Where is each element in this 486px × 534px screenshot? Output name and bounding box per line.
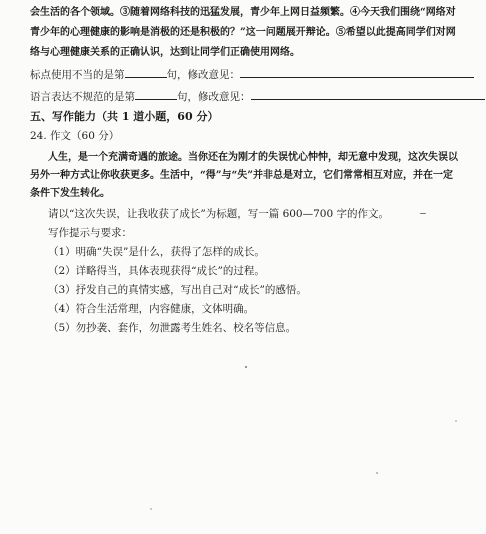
lang-sentence-blank[interactable] [135, 89, 177, 100]
scan-speck [150, 508, 152, 510]
question-language [30, 89, 485, 104]
scan-speck [455, 420, 457, 422]
passage-line-3: 条件下发生转化。 [30, 188, 110, 199]
intro-line-2: 青少年的心理健康的影响是消极的还是积极的？”这一问题展开辩论。⑤希望以此提高同学们对网 [30, 27, 456, 38]
tip-item: （5）勿抄袭、套作，勿泄露考生姓名、校名等信息。 [48, 322, 297, 334]
lang-advice-blank[interactable] [251, 89, 485, 100]
punct-sentence-blank[interactable] [125, 67, 167, 78]
essay-prompt: 请以“这次失误，让我收获了成长”为标题，写一篇 600—700 字的作文。 [48, 208, 389, 220]
lang-prefix: 语言表达不规范的是第 [30, 91, 135, 103]
punct-mid: 句，修改意见： [166, 69, 240, 81]
question-24-title: 24. 作文（60 分） [30, 130, 120, 142]
tips-title: 写作提示与要求： [48, 227, 132, 239]
tip-item: （4）符合生活常理，内容健康，文体明确。 [48, 303, 255, 315]
intro-line-1: 会生活的各个领域。③随着网络科技的迅猛发展，青少年上网日益频繁。④今天我们围绕“网络对 [30, 7, 456, 18]
passage-line-2: 另外一种方式让你收获更多。生活中，“得”与“失”并非总是对立，它们常常相互对应，并在一定 [30, 170, 454, 181]
tip-item: （1）明确“失误”是什么，获得了怎样的成长。 [48, 246, 265, 258]
section-heading: 五、写作能力（共 1 道小题，60 分） [30, 110, 219, 123]
tip-item: （3）抒发自己的真情实感，写出自己对“成长”的感悟。 [48, 284, 307, 296]
tip-item: （2）详略得当，具体表现获得“成长”的过程。 [48, 265, 265, 277]
passage-line-1: 人生，是一个充满奇遇的旅途。当你还在为刚才的失误忧心忡忡，却无意中发现，这次失误以 [48, 152, 458, 163]
scan-speck [376, 472, 378, 474]
punct-prefix: 标点使用不当的是第 [30, 69, 125, 81]
intro-line-3: 络与心理健康关系的正确认识，达到让同学们正确使用网络。 [30, 47, 300, 58]
scan-speck [420, 213, 426, 214]
lang-mid: 句，修改意见： [177, 91, 251, 103]
scan-speck [245, 366, 247, 368]
punct-advice-blank[interactable] [240, 67, 474, 78]
question-punctuation [30, 67, 474, 82]
